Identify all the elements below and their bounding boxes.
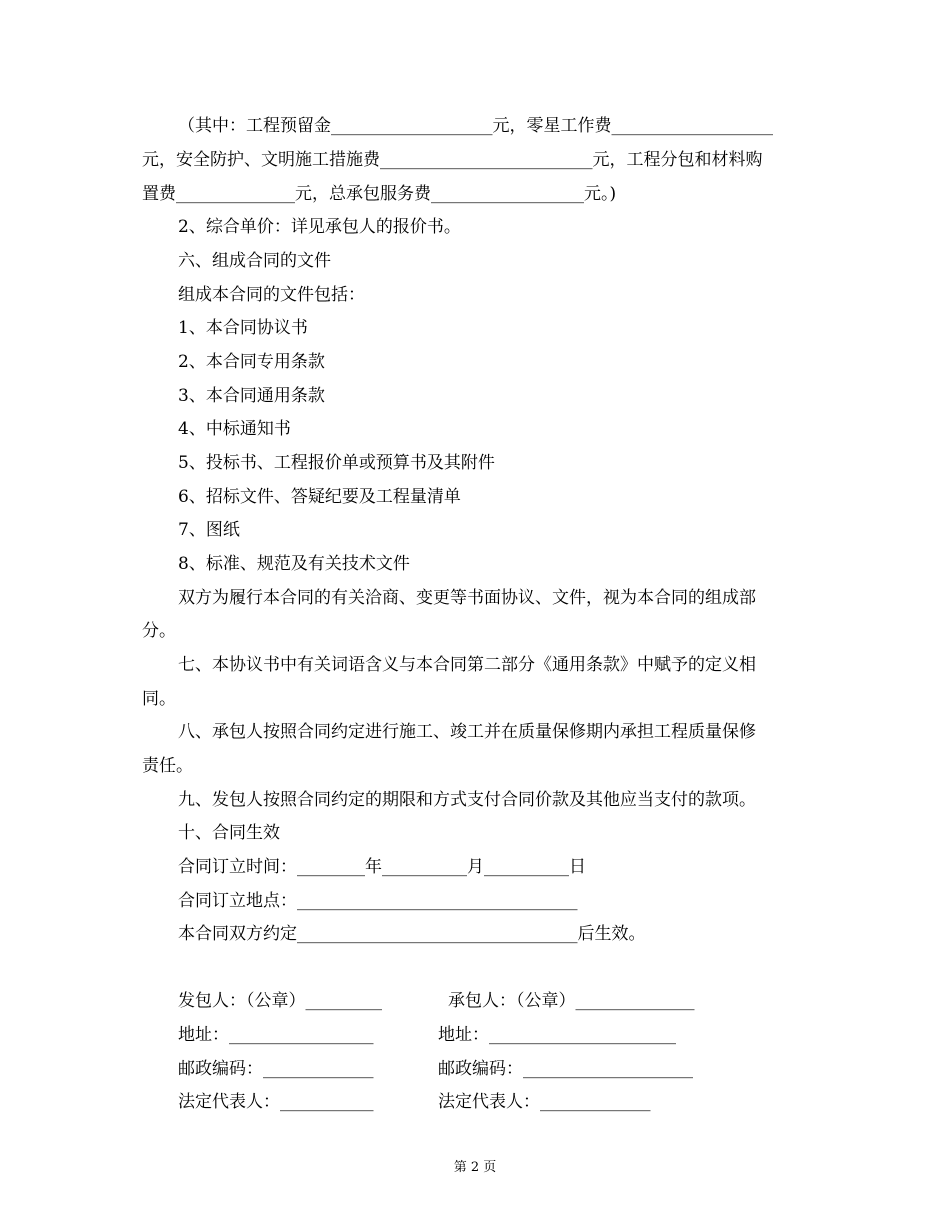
documents-intro: 组成本合同的文件包括：	[178, 285, 365, 305]
document-list-item: 5、投标书、工程报价单或预算书及其附件	[178, 453, 495, 473]
document-list-item: 6、招标文件、答疑纪要及工程量清单	[178, 487, 461, 507]
definitions-clause-line-1: 七、本协议书中有关词语含义与本合同第二部分《通用条款》中赋予的定义相	[178, 655, 756, 675]
contractor-representative-field: 法定代表人：_____________	[438, 1092, 651, 1112]
employer-postcode-field: 邮政编码：_____________	[178, 1059, 374, 1079]
contractor-obligation-line-2: 责任。	[142, 756, 193, 776]
budget-breakdown-line-3: 置费______________元，总承包服务费__________________元。)	[142, 184, 617, 204]
document-list-item: 2、本合同专用条款	[178, 352, 325, 372]
employer-obligation: 九、发包人按照合同约定的期限和方式支付合同价款及其他应当支付的款项。	[178, 790, 756, 810]
contractor-seal-field: 承包人：（公章）______________	[448, 991, 695, 1011]
contractor-obligation-line-1: 八、承包人按照合同约定进行施工、竣工并在质量保修期内承担工程质量保修	[178, 722, 756, 742]
employer-representative-field: 法定代表人：___________	[178, 1092, 374, 1112]
amendments-clause-line-1: 双方为履行本合同的有关洽商、变更等书面协议、文件，视为本合同的组成部	[178, 588, 756, 608]
employer-address-field: 地址：_________________	[178, 1025, 374, 1045]
amendments-clause-line-2: 分。	[142, 621, 176, 641]
document-list-item: 8、标准、规范及有关技术文件	[178, 554, 410, 574]
employer-seal-field: 发包人：（公章）_________	[178, 991, 382, 1011]
document-list-item: 3、本合同通用条款	[178, 386, 325, 406]
contractor-address-field: 地址：______________________	[438, 1025, 676, 1045]
budget-breakdown-line-1: （其中：工程预留金___________________元，零星工作费___________________	[178, 116, 773, 136]
signing-place-line: 合同订立地点：_________________________________	[178, 891, 578, 911]
document-list-item: 7、图纸	[178, 520, 240, 540]
contractor-postcode-field: 邮政编码：____________________	[438, 1059, 693, 1079]
document-list-item: 4、中标通知书	[178, 419, 291, 439]
definitions-clause-line-2: 同。	[142, 689, 176, 709]
page-number: 第 2 页	[453, 1160, 497, 1175]
section-heading-documents: 六、组成合同的文件	[178, 251, 331, 271]
unit-price-clause: 2、综合单价：详见承包人的报价书。	[178, 217, 461, 237]
signing-date-line: 合同订立时间：________年__________月__________日	[178, 857, 586, 877]
budget-breakdown-line-2: 元，安全防护、文明施工措施费_________________________元，工程分包和材料购	[142, 150, 763, 170]
section-heading-effectiveness: 十、合同生效	[178, 823, 280, 843]
effective-condition-line: 本合同双方约定_________________________________后生效。	[178, 924, 646, 944]
document-list-item: 1、本合同协议书	[178, 318, 308, 338]
